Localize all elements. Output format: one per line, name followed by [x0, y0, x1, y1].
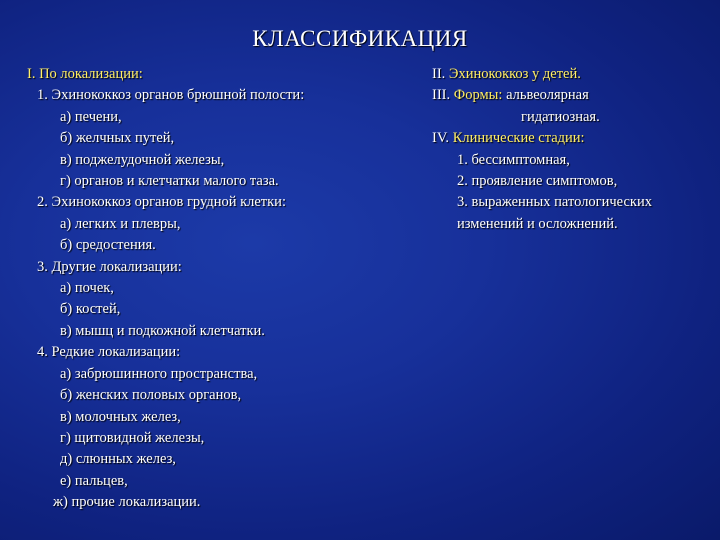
list-item: в) мышц и подкожной клетчатки.	[60, 322, 265, 339]
list-item: а) легких и плевры,	[60, 215, 181, 232]
list-item: 1. бессимптомная,	[457, 151, 570, 168]
list-item: д) слюнных желез,	[60, 451, 176, 468]
list-item: а) забрюшинного пространства,	[60, 365, 258, 382]
group-thoracic: 2. Эхинококкоз органов грудной клетки:	[37, 194, 286, 211]
list-item: в) поджелудочной железы,	[60, 151, 225, 168]
list-item: б) желчных путей,	[60, 130, 175, 147]
roman-numeral: II.	[432, 66, 446, 82]
section-heading-stages: Клинические стадии:	[452, 130, 585, 147]
roman-numeral: III.	[432, 87, 451, 104]
section-forms	[432, 85, 702, 106]
group-other: 3. Другие локализации:	[37, 258, 182, 275]
list-item: а) почек,	[60, 280, 114, 297]
group-abdominal: 1. Эхинококкоз органов брюшной полости:	[37, 87, 305, 104]
section-stages	[432, 128, 702, 149]
list-item: е) пальцев,	[60, 472, 128, 489]
list-item: 3. выраженных патологических изменений и осложнений.	[457, 194, 652, 232]
list-item: б) женских половых органов,	[60, 387, 242, 404]
list-item: а) печени,	[60, 108, 122, 125]
form-alveolar: альвеолярная	[506, 87, 589, 104]
list-item: в) молочных желез,	[60, 408, 181, 425]
list-item: ж) прочие локализации.	[53, 494, 201, 511]
form-hydatid: гидатиозная.	[521, 108, 600, 125]
section-heading-forms: Формы:	[453, 87, 503, 104]
section-heading-children: Эхинококкоз у детей.	[448, 66, 581, 82]
other-classes-column	[432, 64, 702, 235]
localization-column	[27, 64, 407, 514]
list-item: г) щитовидной железы,	[60, 429, 205, 446]
group-rare: 4. Редкие локализации:	[37, 344, 181, 361]
section-children	[432, 64, 702, 85]
section-heading-localization: I. По локализации:	[27, 66, 143, 82]
list-item: 2. проявление симптомов,	[457, 173, 618, 190]
roman-numeral: IV.	[432, 130, 450, 147]
list-item: г) органов и клетчатки малого таза.	[60, 173, 279, 190]
list-item: б) костей,	[60, 301, 121, 318]
list-item: б) средостения.	[60, 237, 156, 254]
slide-title: КЛАССИФИКАЦИЯ	[252, 26, 468, 51]
